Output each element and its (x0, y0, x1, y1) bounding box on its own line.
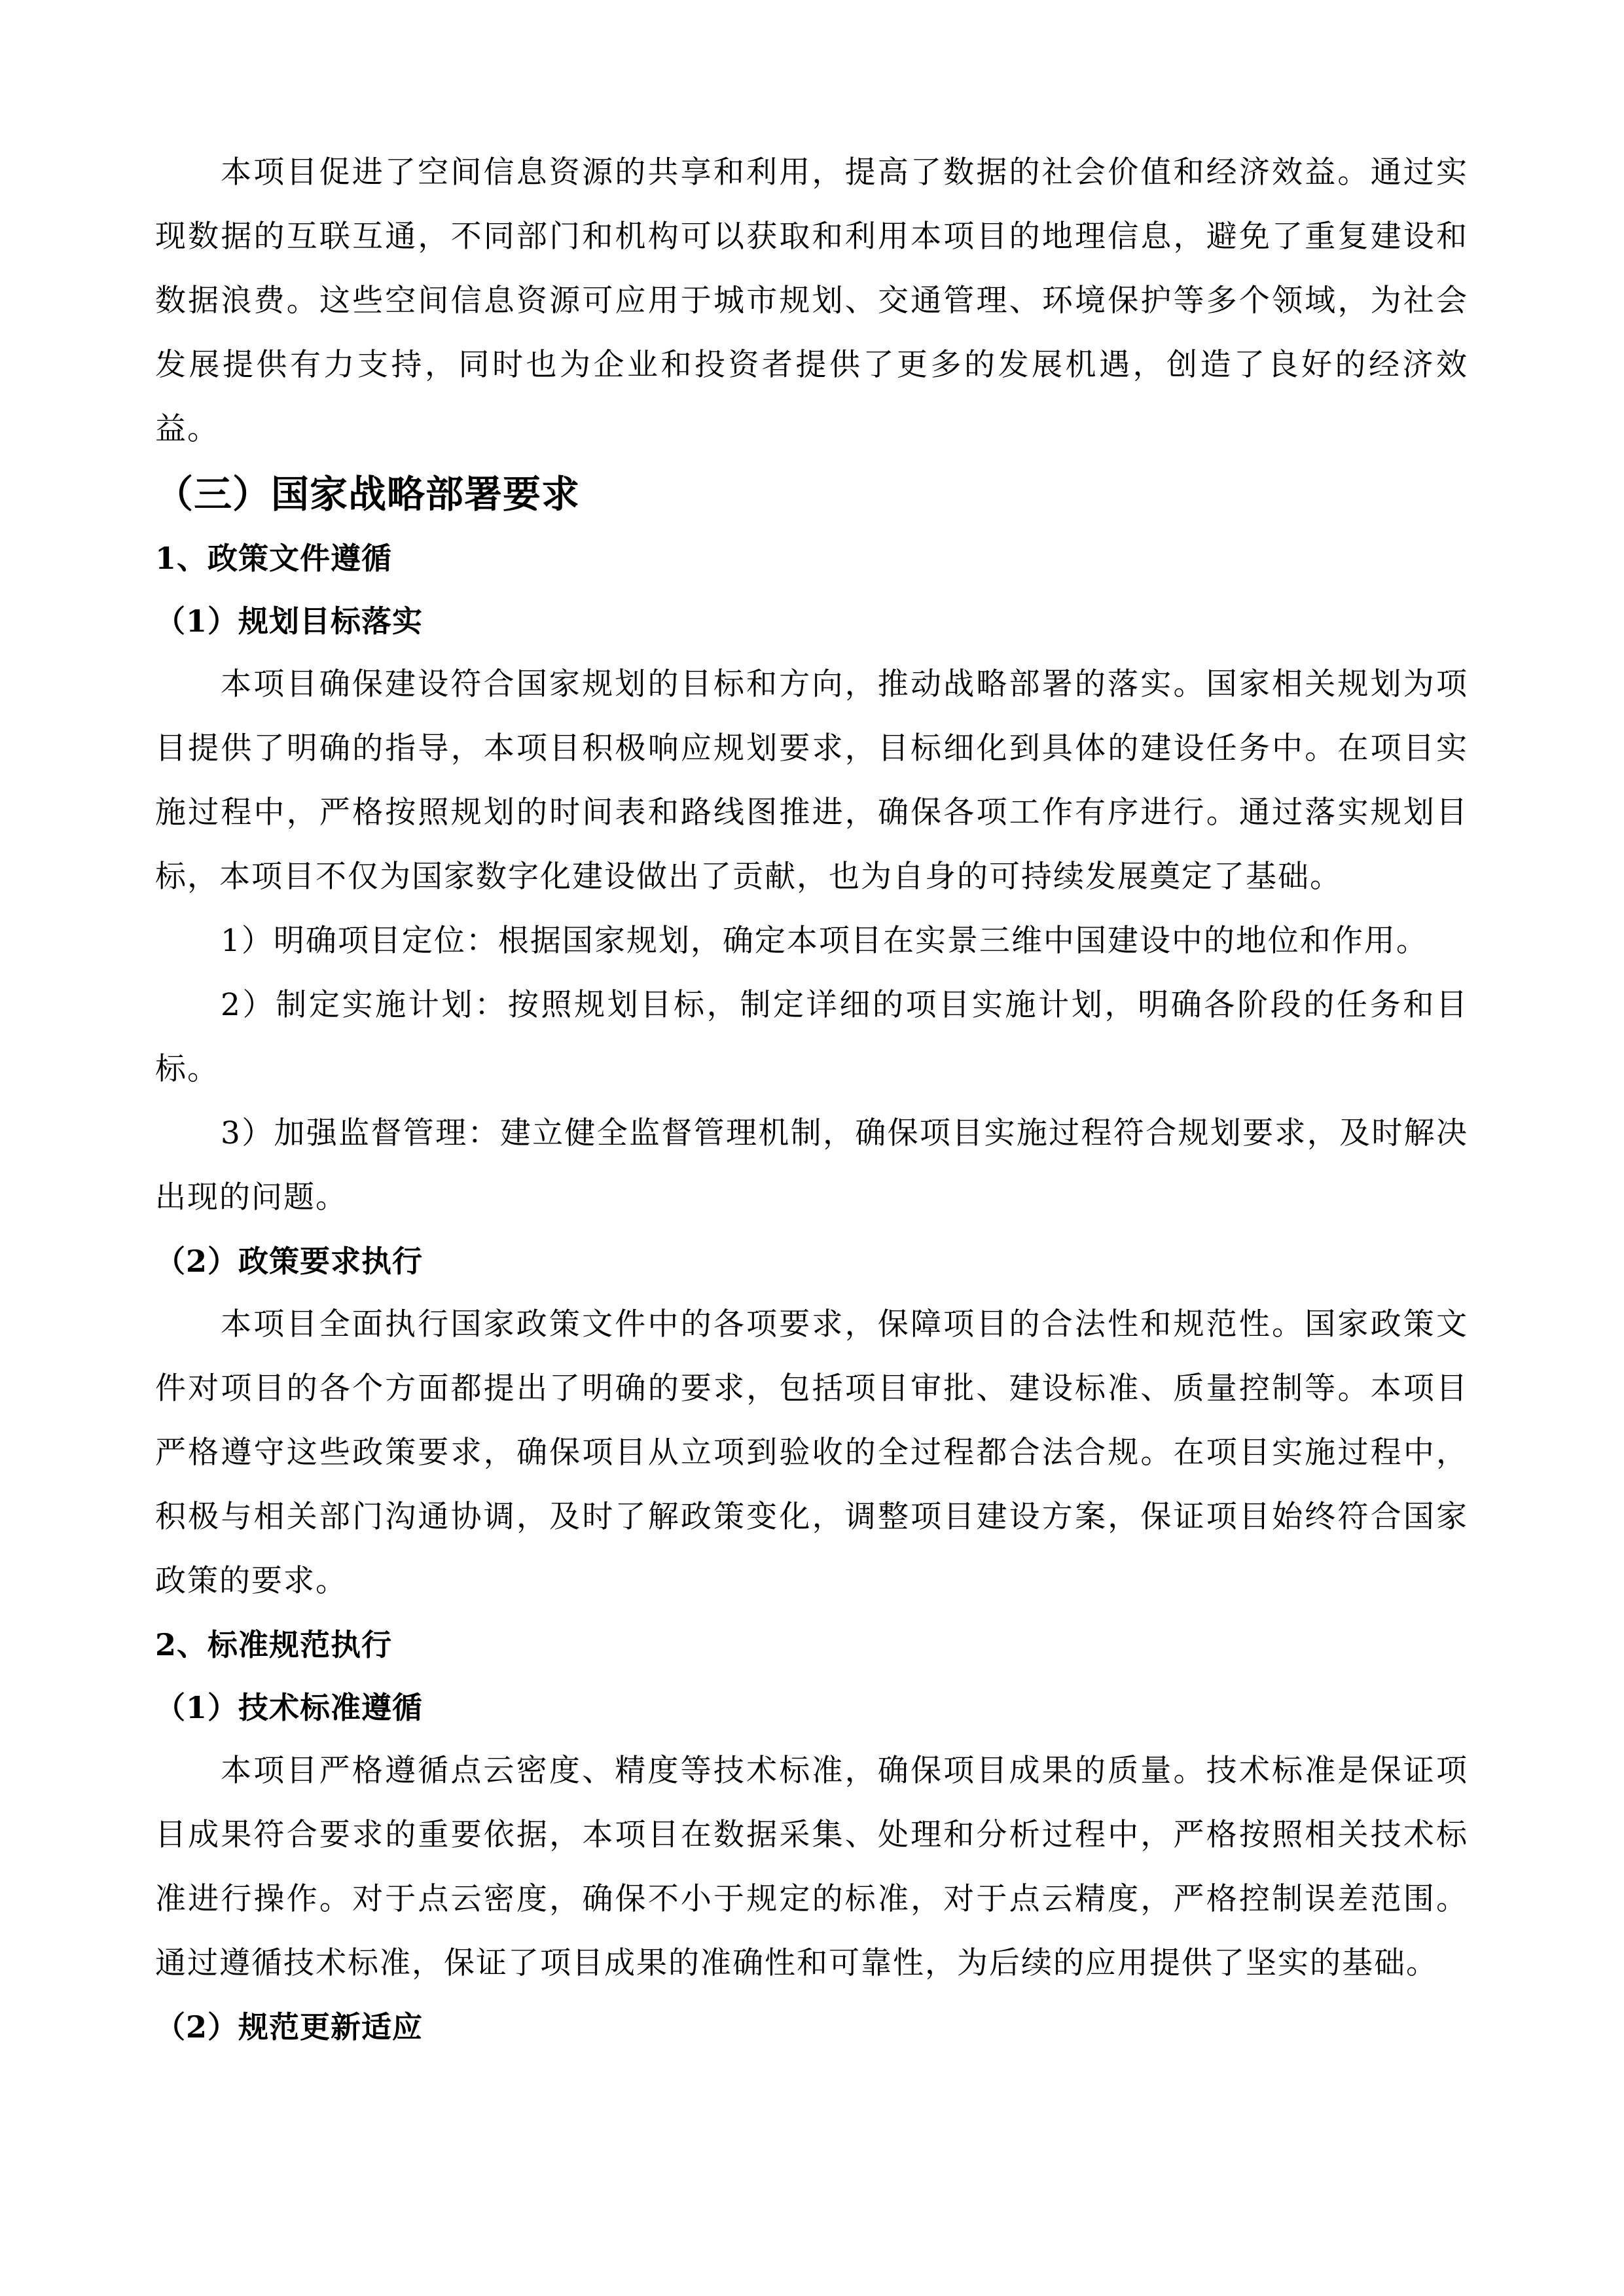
item-heading-policy-execution: （2）政策要求执行 (155, 1244, 424, 1279)
subsection-heading-policy: 1、政策文件遵循 (155, 541, 393, 576)
item-heading-technical-standards: （1）技术标准遵循 (155, 1690, 424, 1725)
document-page (155, 141, 1468, 2058)
list-item-2: 2）制定实施计划：按照规划目标，制定详细的项目实施计划，明确各阶段的任务和目标。 (155, 987, 1468, 1087)
intro-paragraph: 本项目促进了空间信息资源的共享和利用，提高了数据的社会价值和经济效益。通过实现数据的互联互通，不同部门和机构可以获取和利用本项目的地理信息，避免了重复建设和数据浪费。这些空间信息资源可应用于城市规划、交通管理、环境保护等多个领域，为社会发展提供有力支持，同时也为企业和投资者提供了更多的发展机遇，创造了良好的经济效益。 (155, 154, 1468, 447)
policy-execution-paragraph: 本项目全面执行国家政策文件中的各项要求，保障项目的合法性和规范性。国家政策文件对项目的各个方面都提出了明确的要求，包括项目审批、建设标准、质量控制等。本项目严格遵守这些政策要求，确保项目从立项到验收的全过程都合法合规。在项目实施过程中，积极与相关部门沟通协调，及时了解政策变化，调整项目建设方案，保证项目始终符合国家政策的要求。 (155, 1306, 1468, 1599)
item-heading-spec-updates: （2）规范更新适应 (155, 2009, 424, 2045)
plan-goals-paragraph: 本项目确保建设符合国家规划的目标和方向，推动战略部署的落实。国家相关规划为项目提供了明确的指导，本项目积极响应规划要求，目标细化到具体的建设任务中。在项目实施过程中，严格按照规划的时间表和路线图推进，确保各项工作有序进行。通过落实规划目标，本项目不仅为国家数字化建设做出了贡献，也为自身的可持续发展奠定了基础。 (155, 666, 1468, 895)
item-heading-plan-goals: （1）规划目标落实 (155, 603, 424, 639)
technical-standards-paragraph: 本项目严格遵循点云密度、精度等技术标准，确保项目成果的质量。技术标准是保证项目成果符合要求的重要依据，本项目在数据采集、处理和分析过程中，严格按照相关技术标准进行操作。对于点云密度，确保不小于规定的标准，对于点云精度，严格控制误差范围。通过遵循技术标准，保证了项目成果的准确性和可靠性，为后续的应用提供了坚实的基础。 (155, 1753, 1468, 1981)
section-heading: （三）国家战略部署要求 (155, 472, 581, 516)
list-item-3: 3）加强监督管理：建立健全监督管理机制，确保项目实施过程符合规划要求，及时解决出现的问题。 (155, 1115, 1468, 1215)
list-item-1: 1）明确项目定位：根据国家规划，确定本项目在实景三维中国建设中的地位和作用。 (221, 923, 1428, 959)
subsection-heading-standards: 2、标准规范执行 (155, 1627, 393, 1662)
